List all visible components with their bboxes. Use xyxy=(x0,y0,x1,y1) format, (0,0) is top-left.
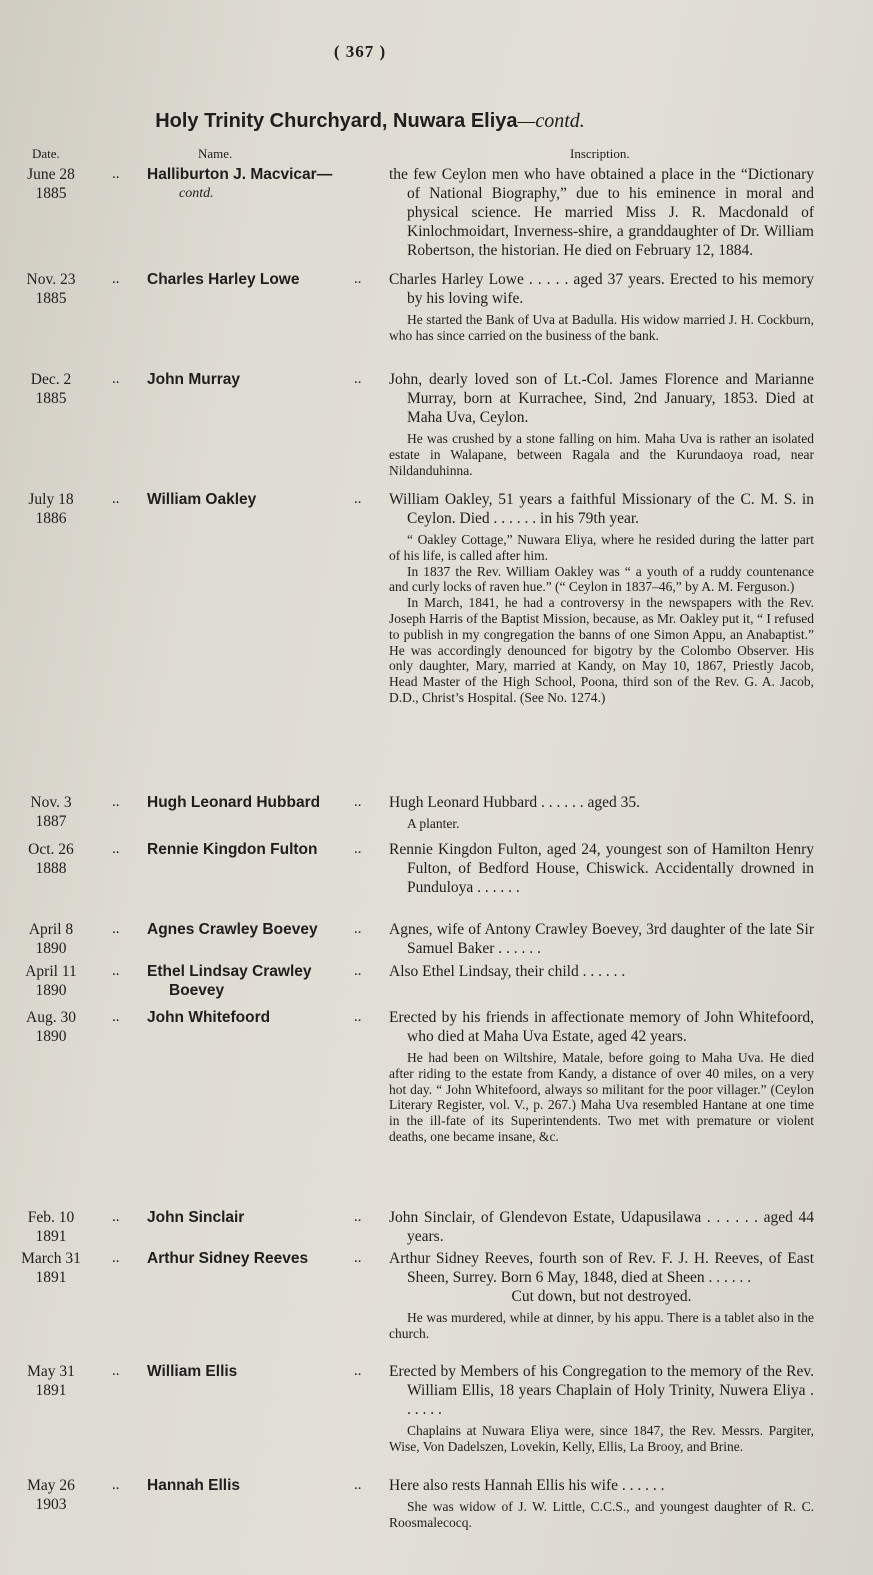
date-day: Nov. 3 xyxy=(30,794,72,811)
entry-name xyxy=(147,165,359,203)
inscription-note: Chaplains at Nuwara Eliya were, since 1847, the Rev. Messrs. Pargiter, Wise, Von Dadelszen, Lovekin, Kelly, Ellis, La Brooy, and Brine. xyxy=(389,1423,814,1454)
entry-name: William Oakley xyxy=(147,491,257,508)
separator-dots: .. xyxy=(354,1363,362,1379)
inscription-main: Arthur Sidney Reeves, fourth son of Rev. F. J. H. Reeves, of East Sheen, Surrey. Born 6 May, 1848, died at Sheen . . . . . . xyxy=(389,1250,814,1286)
entry-inscription xyxy=(389,165,814,260)
entry-name: John Sinclair xyxy=(147,1209,245,1226)
title-contd: —contd. xyxy=(517,110,585,132)
entry-date xyxy=(10,920,92,958)
entry-date xyxy=(10,165,92,203)
column-header-inscription: Inscription. xyxy=(570,146,630,161)
entry-date xyxy=(10,1249,92,1287)
entry-date xyxy=(10,1362,92,1400)
entry-inscription xyxy=(389,270,814,344)
inscription-main: John Sinclair, of Glendevon Estate, Udapusilawa . . . . . . aged 44 years. xyxy=(389,1209,814,1245)
entry-date xyxy=(10,1008,92,1046)
inscription-note: A planter. xyxy=(407,816,460,831)
date-year: 1888 xyxy=(35,860,67,877)
date-day: May 31 xyxy=(27,1363,75,1380)
separator-dots: .. xyxy=(354,1250,362,1266)
title-text: Holy Trinity Churchyard, Nuwara Eliya xyxy=(155,110,518,132)
entry-name: John Whitefoord xyxy=(147,1009,271,1026)
entry-inscription xyxy=(389,920,814,958)
date-day: March 31 xyxy=(21,1250,81,1267)
entry-date xyxy=(10,793,92,831)
entry-name: Arthur Sidney Reeves xyxy=(147,1250,309,1267)
inscription-main: Charles Harley Lowe . . . . . aged 37 years. Erected to his memory by his loving wife. xyxy=(389,271,814,307)
entry-name: Rennie Kingdon Fulton xyxy=(147,841,318,858)
date-day: Oct. 26 xyxy=(28,841,74,858)
inscription-main: Erected by his friends in affectionate memory of John Whitefoord, who died at Maha Uva Estate, aged 42 years. xyxy=(389,1009,814,1045)
inscription-main: Agnes, wife of Antony Crawley Boevey, 3rd daughter of the late Sir Samuel Baker . . . . . . xyxy=(389,921,814,957)
date-day: April 11 xyxy=(25,963,77,980)
separator-dots: .. xyxy=(354,371,362,387)
inscription-main: Hugh Leonard Hubbard . . . . . . aged 35. xyxy=(389,794,640,811)
separator-dots: .. xyxy=(354,1477,362,1493)
separator-dots: .. xyxy=(112,794,120,810)
entry-date xyxy=(10,370,92,408)
entry-date xyxy=(10,840,92,878)
separator-dots: .. xyxy=(354,491,362,507)
inscription-main: Rennie Kingdon Fulton, aged 24, youngest son of Hamilton Henry Fulton, of Bedford House, Chiswick. Accidentally drowned in Punduloya . . . . . . xyxy=(389,841,814,896)
entry-name: Charles Harley Lowe xyxy=(147,271,300,288)
date-day: May 26 xyxy=(27,1477,75,1494)
inscription-main: the few Ceylon men who have obtained a place in the “Dictionary of National Biography,” due to his eminence in moral and physical science. He married Miss J. R. Macdonald of Kinlochmoidart, Inverness-shire, a granddaughter of Dr. William Robertson, the historian. He died on February 12, 1884. xyxy=(389,166,814,259)
separator-dots: .. xyxy=(112,491,120,507)
date-year: 1885 xyxy=(35,185,67,202)
entry-name: John Murray xyxy=(147,371,241,388)
inscription-note: He was crushed by a stone falling on him. Maha Uva is rather an isolated estate in Walapane, between Ragala and the Kurundaoya road, near Nildanduhinna. xyxy=(389,431,814,478)
date-day: June 28 xyxy=(27,166,75,183)
inscription-note: In 1837 the Rev. William Oakley was “ a youth of a ruddy countenance and curly locks of raven hue.” (“ Ceylon in 1837–46,” by A. M. Ferguson.) xyxy=(389,563,814,595)
entry-inscription xyxy=(389,1008,814,1145)
entry-inscription xyxy=(389,793,814,832)
date-year: 1891 xyxy=(35,1269,67,1286)
name-text: Ethel Lindsay Crawley xyxy=(147,963,312,980)
separator-dots: .. xyxy=(112,371,120,387)
date-year: 1903 xyxy=(35,1496,67,1513)
entry-date xyxy=(10,490,92,528)
page-number: ( 367 ) xyxy=(333,42,387,61)
entry-date xyxy=(10,270,92,308)
inscription-note: He was murdered, while at dinner, by his appu. There is a tablet also in the church. xyxy=(389,1310,814,1341)
entry-name: William Ellis xyxy=(147,1363,238,1380)
column-header-name: Name. xyxy=(198,146,233,161)
date-year: 1890 xyxy=(35,982,67,999)
inscription-note: He had been on Wiltshire, Matale, before going to Maha Uva. He died after riding to the estate from Kandy, a distance of over 40 miles, on a very hot day. “ John Whitefoord, always so militant for the poor villager.” (Ceylon Literary Register, vol. V., p. 267.) Maha Uva resembled Hantane at one time in the ill-fate of its Superintendents. Two met with premature or violent deaths, one became insane, &c. xyxy=(389,1050,814,1144)
separator-dots: .. xyxy=(112,841,120,857)
date-year: 1891 xyxy=(35,1228,67,1245)
page-title xyxy=(0,110,740,133)
date-year: 1890 xyxy=(35,1028,67,1045)
inscription-main: Also Ethel Lindsay, their child . . . . . . xyxy=(389,963,626,980)
name-text-line2: Boevey xyxy=(169,982,225,999)
entry-name: Agnes Crawley Boevey xyxy=(147,921,318,938)
separator-dots: .. xyxy=(112,1009,120,1025)
entry-inscription xyxy=(389,1208,814,1246)
date-day: April 8 xyxy=(28,921,74,938)
separator-dots: .. xyxy=(112,1250,120,1266)
date-year: 1890 xyxy=(35,940,67,957)
entry-name: Hannah Ellis xyxy=(147,1477,241,1494)
separator-dots: .. xyxy=(354,1009,362,1025)
entry-inscription xyxy=(389,962,814,981)
name-text: Halliburton J. Macvicar— xyxy=(147,166,333,183)
inscription-main: William Oakley, 51 years a faithful Missionary of the C. M. S. in Ceylon. Died . . . . . . in his 79th year. xyxy=(389,491,814,527)
inscription-epitaph: Cut down, but not destroyed. xyxy=(511,1288,692,1305)
separator-dots: .. xyxy=(354,921,362,937)
date-day: Nov. 23 xyxy=(26,271,76,288)
entry-name: Hugh Leonard Hubbard xyxy=(147,794,321,811)
entry-inscription xyxy=(389,1362,814,1455)
date-year: 1886 xyxy=(35,510,67,527)
entry-inscription xyxy=(389,1249,814,1342)
entry-date xyxy=(10,1476,92,1514)
separator-dots: .. xyxy=(112,1363,120,1379)
date-year: 1887 xyxy=(35,813,67,830)
entry-inscription xyxy=(389,490,814,706)
inscription-main: John, dearly loved son of Lt.-Col. James Florence and Marianne Murray, born at Kurrachee, Sind, 2nd January, 1853. Died at Maha Uva, Ceylon. xyxy=(389,371,814,426)
entry-inscription xyxy=(389,840,814,897)
entry-inscription xyxy=(389,1476,814,1531)
separator-dots: .. xyxy=(112,166,120,182)
inscription-main: Erected by Members of his Congregation to the memory of the Rev. William Ellis, 18 years Chaplain of Holy Trinity, Nuwera Eliya . . . . . . xyxy=(389,1363,814,1418)
date-day: July 18 xyxy=(28,491,74,508)
date-day: Dec. 2 xyxy=(30,371,72,388)
inscription-note: He started the Bank of Uva at Badulla. His widow married J. H. Cockburn, who has since carried on the business of the bank. xyxy=(389,312,814,343)
name-contd: contd. xyxy=(179,186,214,201)
separator-dots: .. xyxy=(112,1209,120,1225)
column-header-date: Date. xyxy=(32,146,60,161)
entry-date xyxy=(10,1208,92,1246)
inscription-note: She was widow of J. W. Little, C.C.S., and youngest daughter of R. C. Roosmalecocq. xyxy=(389,1499,814,1530)
separator-dots: .. xyxy=(354,963,362,979)
separator-dots: .. xyxy=(112,271,120,287)
separator-dots: .. xyxy=(354,794,362,810)
separator-dots: .. xyxy=(354,271,362,287)
date-year: 1885 xyxy=(35,290,67,307)
inscription-main: Here also rests Hannah Ellis his wife . . . . . . xyxy=(389,1477,665,1494)
entry-name xyxy=(147,962,359,1000)
separator-dots: .. xyxy=(112,1477,120,1493)
date-year: 1885 xyxy=(35,390,67,407)
date-day: Feb. 10 xyxy=(27,1209,75,1226)
separator-dots: .. xyxy=(112,963,120,979)
date-year: 1891 xyxy=(35,1382,67,1399)
inscription-note: “ Oakley Cottage,” Nuwara Eliya, where he resided during the latter part of his life, is called after him. xyxy=(389,532,814,563)
entry-date xyxy=(10,962,92,1000)
inscription-note: In March, 1841, he had a controversy in the newspapers with the Rev. Joseph Harris of the Baptist Mission, because, as Mr. Oakley put it, “ I refused to publish in my congregation the banns of one Simon Appu, an Anabaptist.” He was accordingly denounced for bigotry by the Colombo Observer. His only daughter, Mary, married at Kandy, on May 10, 1867, Priestly Jacob, Head Master of the High School, Poona, third son of the Rev. G. A. Jacob, D.D., Christ’s Hospital. (See No. 1274.) xyxy=(389,595,814,705)
separator-dots: .. xyxy=(354,841,362,857)
date-day: Aug. 30 xyxy=(26,1009,76,1026)
entry-inscription xyxy=(389,370,814,478)
separator-dots: .. xyxy=(354,1209,362,1225)
separator-dots: .. xyxy=(112,921,120,937)
